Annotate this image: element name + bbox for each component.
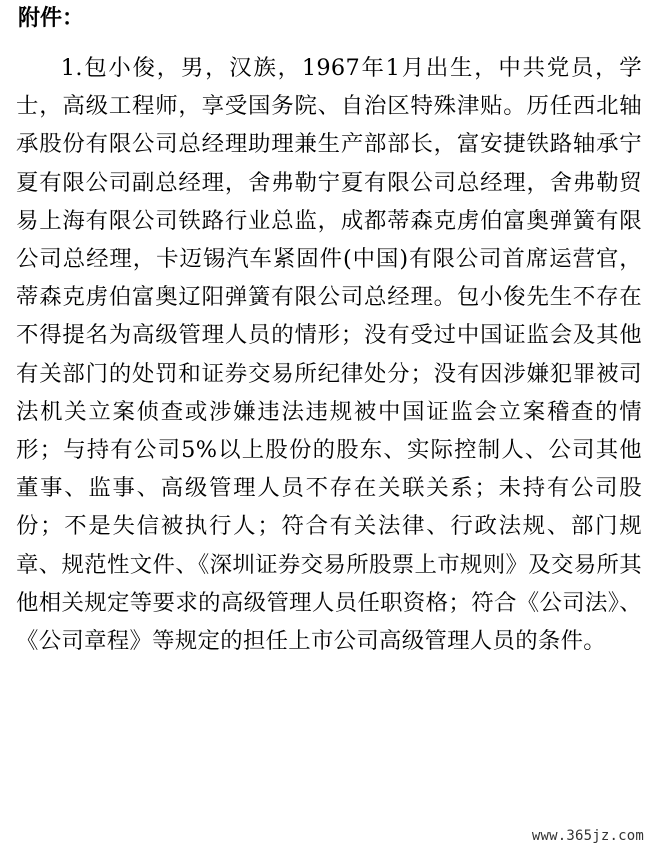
biography-paragraph: 1.包小俊，男，汉族，1967年1月出生，中共党员，学士，高级工程师，享受国务院、自治区特殊津贴。历任西北轴承股份有限公司总经理助理兼生产部部长，富安捷铁路轴承宁夏有限公司副总经理，舍弗勒宁夏有限公司总经理，舍弗勒贸易上海有限公司铁路行业总监，成都蒂森克虏伯富奥弹簧有限公司总经理，卡迈锡汽车紧固件(中国)有限公司首席运营官，蒂森克虏伯富奥辽阳弹簧有限公司总经理。包小俊先生不存在不得提名为高级管理人员的情形；没有受过中国证监会及其他有关部门的处罚和证券交易所纪律处分；没有因涉嫌犯罪被司法机关立案侦查或涉嫌违法违规被中国证监会立案稽查的情形；与持有公司5%以上股份的股东、实际控制人、公司其他董事、监事、高级管理人员不存在关联关系；未持有公司股份；不是失信被执行人；符合有关法律、行政法规、部门规章、规范性文件、《深圳证券交易所股票上市规则》及交易所其他相关规定等要求的高级管理人员任职资格；符合《公司法》、《公司章程》等规定的担任上市公司高级管理人员的条件。	[16, 55, 642, 655]
site-watermark: www.365jz.com	[531, 828, 644, 844]
attachment-heading: 附件：	[18, 6, 85, 31]
